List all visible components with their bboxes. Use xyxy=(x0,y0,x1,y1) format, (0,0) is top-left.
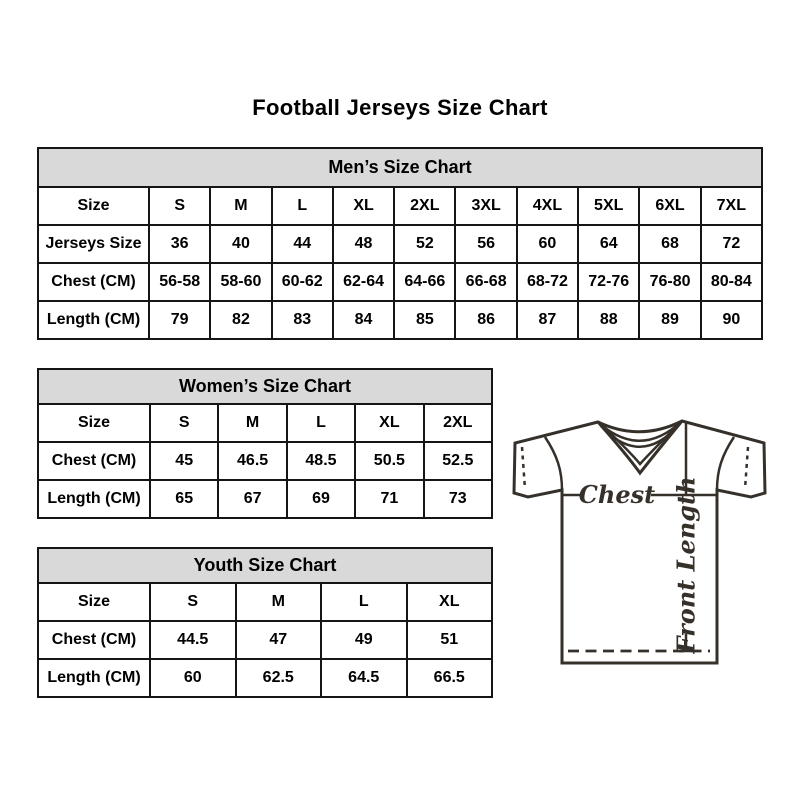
table-row xyxy=(38,301,762,339)
value-cell: 52 xyxy=(394,225,455,263)
value-cell: 72-76 xyxy=(578,263,639,301)
value-cell: 48 xyxy=(333,225,394,263)
value-cell: 84 xyxy=(333,301,394,339)
mens-size-table xyxy=(37,147,763,340)
value-cell: 83 xyxy=(272,301,333,339)
value-cell: 60-62 xyxy=(272,263,333,301)
value-cell: 4XL xyxy=(517,187,578,225)
value-cell: 62.5 xyxy=(236,659,322,697)
table-row xyxy=(38,225,762,263)
value-cell: 44 xyxy=(272,225,333,263)
row-label-cell: Jerseys Size xyxy=(38,225,149,263)
value-cell: 79 xyxy=(149,301,210,339)
value-cell: 52.5 xyxy=(424,442,492,480)
table-title: Men’s Size Chart xyxy=(38,148,762,187)
womens-size-table xyxy=(37,368,493,519)
row-label-cell: Chest (CM) xyxy=(38,621,150,659)
value-cell: 60 xyxy=(517,225,578,263)
value-cell: 76-80 xyxy=(639,263,700,301)
value-cell: M xyxy=(236,583,322,621)
value-cell: 65 xyxy=(150,480,218,518)
value-cell: 7XL xyxy=(701,187,762,225)
table-row xyxy=(38,621,492,659)
value-cell: 6XL xyxy=(639,187,700,225)
value-cell: S xyxy=(149,187,210,225)
jersey-outline xyxy=(514,421,765,663)
value-cell: 62-64 xyxy=(333,263,394,301)
value-cell: 2XL xyxy=(394,187,455,225)
value-cell: M xyxy=(218,404,286,442)
value-cell: L xyxy=(272,187,333,225)
value-cell: L xyxy=(321,583,407,621)
front-length-label: Front Length xyxy=(671,476,701,654)
value-cell: 72 xyxy=(701,225,762,263)
value-cell: 80-84 xyxy=(701,263,762,301)
table-row xyxy=(38,263,762,301)
value-cell: 64 xyxy=(578,225,639,263)
value-cell: 85 xyxy=(394,301,455,339)
value-cell: 87 xyxy=(517,301,578,339)
value-cell: 50.5 xyxy=(355,442,423,480)
row-label-cell: Size xyxy=(38,187,149,225)
value-cell: M xyxy=(210,187,271,225)
table-title-row xyxy=(38,548,492,583)
value-cell: 49 xyxy=(321,621,407,659)
value-cell: 88 xyxy=(578,301,639,339)
table-row xyxy=(38,480,492,518)
chest-label: Chest xyxy=(578,480,656,509)
youth-size-table xyxy=(37,547,493,698)
value-cell: 58-60 xyxy=(210,263,271,301)
value-cell: 51 xyxy=(407,621,493,659)
value-cell: L xyxy=(287,404,355,442)
value-cell: 89 xyxy=(639,301,700,339)
value-cell: 68 xyxy=(639,225,700,263)
jersey-illustration xyxy=(500,408,772,670)
value-cell: 56 xyxy=(455,225,516,263)
value-cell: 90 xyxy=(701,301,762,339)
row-label-cell: Chest (CM) xyxy=(38,442,150,480)
value-cell: 36 xyxy=(149,225,210,263)
value-cell: 68-72 xyxy=(517,263,578,301)
value-cell: S xyxy=(150,583,236,621)
value-cell: 64-66 xyxy=(394,263,455,301)
value-cell: 5XL xyxy=(578,187,639,225)
value-cell: 66.5 xyxy=(407,659,493,697)
value-cell: XL xyxy=(407,583,493,621)
page-title: Football Jerseys Size Chart xyxy=(252,95,548,120)
value-cell: 2XL xyxy=(424,404,492,442)
row-label-cell: Size xyxy=(38,404,150,442)
value-cell: S xyxy=(150,404,218,442)
value-cell: 44.5 xyxy=(150,621,236,659)
row-label-cell: Size xyxy=(38,583,150,621)
table-title: Women’s Size Chart xyxy=(38,369,492,404)
value-cell: 69 xyxy=(287,480,355,518)
value-cell: 64.5 xyxy=(321,659,407,697)
value-cell: 73 xyxy=(424,480,492,518)
table-row xyxy=(38,442,492,480)
row-label-cell: Length (CM) xyxy=(38,480,150,518)
table-title-row xyxy=(38,369,492,404)
value-cell: XL xyxy=(333,187,394,225)
value-cell: 67 xyxy=(218,480,286,518)
value-cell: 71 xyxy=(355,480,423,518)
row-label-cell: Length (CM) xyxy=(38,301,149,339)
table-title-row xyxy=(38,148,762,187)
value-cell: 82 xyxy=(210,301,271,339)
value-cell: 40 xyxy=(210,225,271,263)
value-cell: XL xyxy=(355,404,423,442)
value-cell: 66-68 xyxy=(455,263,516,301)
value-cell: 3XL xyxy=(455,187,516,225)
value-cell: 45 xyxy=(150,442,218,480)
jersey-measurement-diagram xyxy=(500,408,772,670)
table-title: Youth Size Chart xyxy=(38,548,492,583)
value-cell: 47 xyxy=(236,621,322,659)
table-row xyxy=(38,659,492,697)
value-cell: 86 xyxy=(455,301,516,339)
value-cell: 48.5 xyxy=(287,442,355,480)
row-label-cell: Chest (CM) xyxy=(38,263,149,301)
table-row xyxy=(38,404,492,442)
table-row xyxy=(38,187,762,225)
value-cell: 56-58 xyxy=(149,263,210,301)
table-row xyxy=(38,583,492,621)
value-cell: 46.5 xyxy=(218,442,286,480)
row-label-cell: Length (CM) xyxy=(38,659,150,697)
value-cell: 60 xyxy=(150,659,236,697)
